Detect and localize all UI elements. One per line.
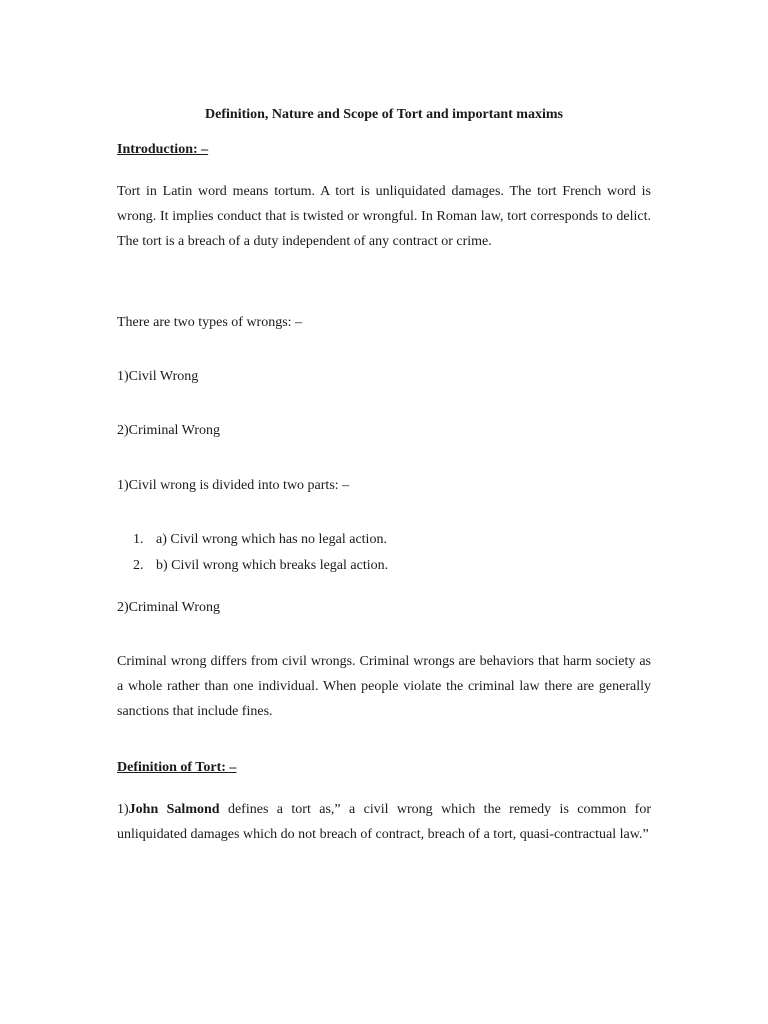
salmond-definition-paragraph bbox=[117, 797, 651, 847]
definition-heading: Definition of Tort: – bbox=[117, 760, 237, 775]
list-item-text: b) Civil wrong which breaks legal action. bbox=[156, 557, 389, 573]
salmond-definition-text: defines a tort as,” a civil wrong which the remedy is common for unliquidated damages which do not breach of contract, breach of a tort, quasi-contractual law.” bbox=[117, 802, 652, 842]
criminal-wrong-item: 2)Criminal Wrong bbox=[117, 423, 220, 438]
list-item-number: 1. bbox=[133, 532, 144, 547]
introduction-paragraph: Tort in Latin word means tortum. A tort is unliquidated damages. The tort French word is wrong. It implies conduct that is twisted or wrongful. In Roman law, tort corresponds to delict. The tort is a breach of a duty independent of any contract or crime. bbox=[117, 184, 651, 249]
salmond-name: John Salmond bbox=[128, 802, 220, 817]
criminal-wrong-paragraph: Criminal wrong differs from civil wrongs. Criminal wrongs are behaviors that harm society as a whole rather than one individual. When people violate the criminal law there are generally sanctions that include fines. bbox=[117, 654, 651, 719]
civil-wrong-divided-text: 1)Civil wrong is divided into two parts: – bbox=[117, 478, 350, 493]
salmond-prefix: 1) bbox=[117, 802, 129, 817]
list-item bbox=[133, 553, 633, 579]
civil-wrong-parts-list bbox=[133, 527, 633, 578]
criminal-wrong-heading: 2)Criminal Wrong bbox=[117, 600, 220, 615]
civil-wrong-item: 1)Civil Wrong bbox=[117, 369, 199, 384]
list-item-text: a) Civil wrong which has no legal action. bbox=[156, 532, 387, 547]
list-item bbox=[133, 527, 633, 553]
document-title: Definition, Nature and Scope of Tort and important maxims bbox=[205, 107, 563, 122]
introduction-heading: Introduction: – bbox=[117, 142, 209, 157]
list-item-number: 2. bbox=[133, 557, 144, 573]
types-of-wrongs-intro: There are two types of wrongs: – bbox=[117, 315, 303, 330]
